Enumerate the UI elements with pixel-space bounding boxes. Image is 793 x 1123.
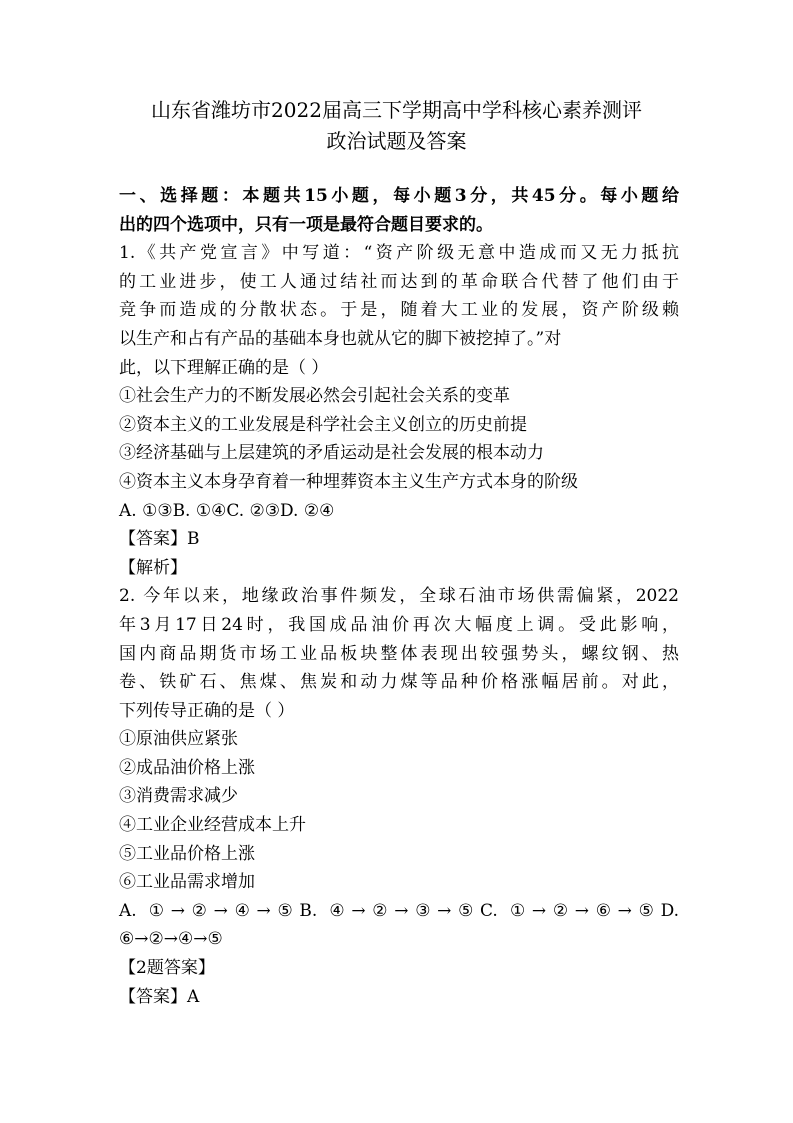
question-2-stem-line-5: 下列传导正确的是（ ） bbox=[119, 700, 295, 721]
question-1-stem-line-5: 此，以下理解正确的是（ ） bbox=[119, 357, 329, 378]
answer-value: B bbox=[187, 529, 200, 550]
question-2 bbox=[119, 582, 679, 1011]
answer-value: A bbox=[187, 986, 200, 1007]
question-1-analysis-label: 【解析】 bbox=[119, 557, 187, 578]
question-2-stem-line-3: 国内商品期货市场工业品板块整体表现出较强势头，螺纹钢、热 bbox=[119, 643, 679, 664]
document-title-line-2: 政治试题及答案 bbox=[326, 129, 467, 153]
document-title-line-1: 山东省潍坊市2022届高三下学期高中学科核心素养测评 bbox=[151, 98, 642, 122]
question-2-stem-line-2: 年3月17日24时，我国成品油价再次大幅度上调。受此影响， bbox=[119, 614, 679, 635]
question-2-answer-header: 【2题答案】 bbox=[119, 958, 215, 979]
question-2-option-4: ④工业企业经营成本上升 bbox=[119, 815, 306, 836]
question-1-choices: A. ①③B. ①④C. ②③D. ②④ bbox=[119, 500, 335, 521]
question-2-option-6: ⑥工业品需求增加 bbox=[119, 872, 255, 893]
question-2-option-3: ③消费需求减少 bbox=[119, 786, 238, 807]
question-2-choices-line-1: A. ①→②→④→⑤B. ④→②→③→⑤C. ①→②→⑥→⑤D. bbox=[119, 900, 679, 921]
question-2-option-1: ①原油供应紧张 bbox=[119, 729, 238, 750]
question-2-stem-line-4: 卷、铁矿石、焦煤、焦炭和动力煤等品种价格涨幅居前。对此， bbox=[119, 672, 679, 693]
answer-label: 【答案】 bbox=[119, 986, 187, 1007]
question-2-answer bbox=[119, 983, 679, 1012]
question-1-stem-line-3: 竞争而造成的分散状态。于是，随着大工业的发展，资产阶级赖 bbox=[119, 300, 679, 321]
answer-label: 【答案】 bbox=[119, 529, 187, 550]
question-1-answer bbox=[119, 525, 679, 554]
section-header-line-2: 出的四个选项中，只有一项是最符合题目要求的。 bbox=[119, 214, 493, 235]
document-body bbox=[119, 182, 679, 1011]
question-1-option-3: ③经济基础与上层建筑的矛盾运动是社会发展的根本动力 bbox=[119, 443, 544, 464]
question-2-stem-line-1: 2. 今年以来，地缘政治事件频发，全球石油市场供需偏紧，2022 bbox=[119, 586, 679, 607]
question-1 bbox=[119, 239, 679, 582]
question-1-stem-line-1: 1.《共产党宣言》中写道：“资产阶级无意中造成而又无力抵抗 bbox=[119, 243, 679, 264]
question-1-option-2: ②资本主义的工业发展是科学社会主义创立的历史前提 bbox=[119, 414, 527, 435]
question-1-stem-line-2: 的工业进步，使工人通过结社而达到的革命联合代替了他们由于 bbox=[119, 271, 679, 292]
question-1-option-4: ④资本主义本身孕育着一种埋葬资本主义生产方式本身的阶级 bbox=[119, 471, 578, 492]
section-header-line-1: 一、选择题：本题共15小题，每小题3分，共45分。每小题给 bbox=[119, 186, 679, 206]
question-2-option-5: ⑤工业品价格上涨 bbox=[119, 843, 255, 864]
question-2-option-2: ②成品油价格上涨 bbox=[119, 757, 255, 778]
question-2-choices-line-2: ⑥→②→④→⑤ bbox=[119, 929, 223, 950]
question-1-stem-line-4: 以生产和占有产品的基础本身也就从它的脚下被挖掉了。”对 bbox=[119, 328, 562, 349]
question-1-option-1: ①社会生产力的不断发展必然会引起社会关系的变革 bbox=[119, 386, 510, 407]
